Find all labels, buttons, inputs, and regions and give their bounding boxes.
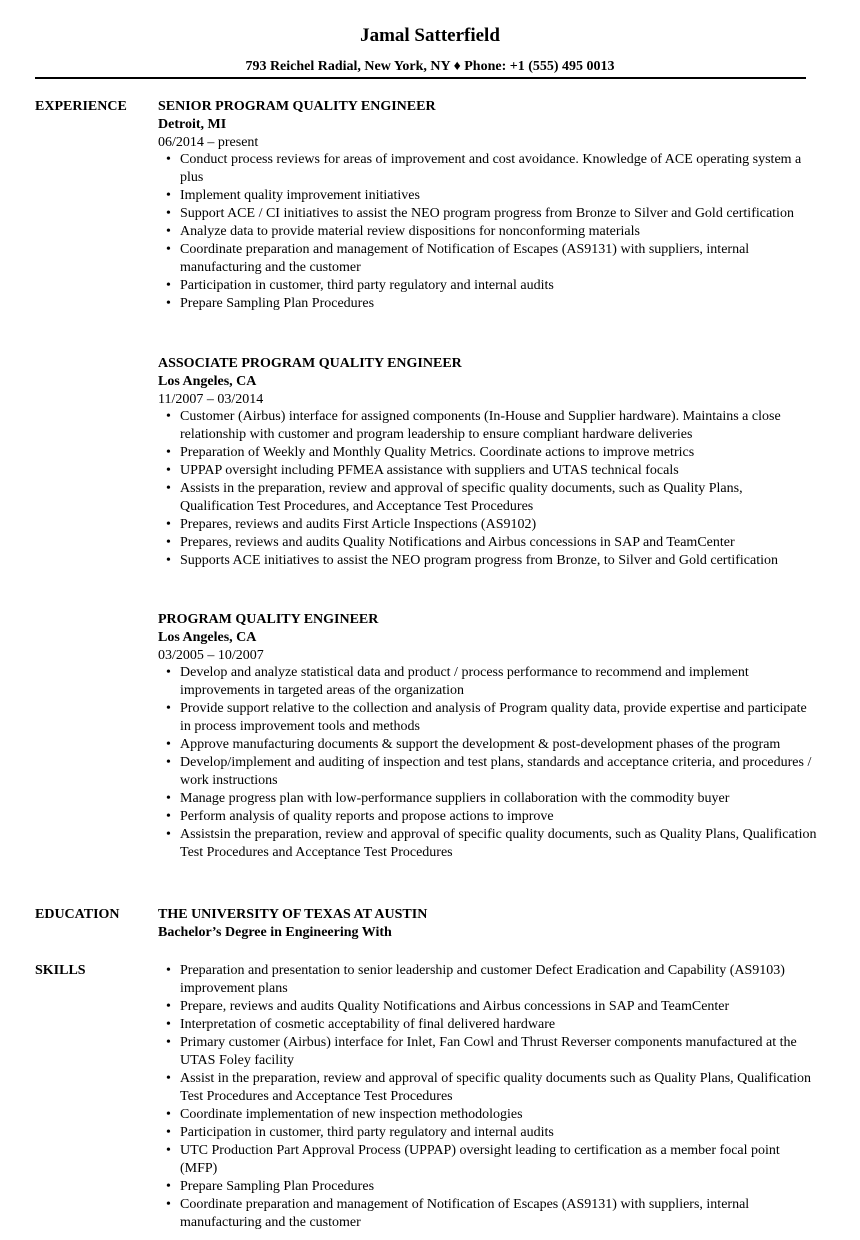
experience-heading: EXPERIENCE — [35, 99, 127, 114]
job-title: ASSOCIATE PROGRAM QUALITY ENGINEER — [158, 356, 462, 371]
list-item: • Provide support relative to the collection and analysis of Program quality data, provide expertise and participate in process improvement tools and methods — [158, 700, 818, 736]
list-item: • Coordinate preparation and management of Notification of Escapes (AS9131) with suppliers, internal manufacturing and the customer — [158, 241, 818, 277]
list-item: • Prepare Sampling Plan Procedures — [158, 295, 818, 313]
list-item: • Interpretation of cosmetic acceptability of final delivered hardware — [158, 1016, 818, 1034]
list-item: • Coordinate preparation and management of Notification of Escapes (AS9131) with suppliers, internal manufacturing and the customer — [158, 1196, 818, 1232]
list-item: • Analyze data to provide material review dispositions for nonconforming materials — [158, 223, 818, 241]
list-item: • Support ACE / CI initiatives to assist the NEO program progress from Bronze to Silver and Gold certification — [158, 205, 818, 223]
list-item: • Assist in the preparation, review and approval of specific quality documents such as Quality Plans, Qualification Test Procedures and Acceptance Test Procedures — [158, 1070, 818, 1106]
degree: Bachelor’s Degree in Engineering With — [158, 925, 392, 940]
job-bullet-list — [158, 151, 818, 313]
list-item: • Assistsin the preparation, review and approval of specific quality documents, such as Quality Plans, Qualification Test Procedures and Acceptance Test Procedures — [158, 826, 818, 862]
list-item: • Preparation and presentation to senior leadership and customer Defect Eradication and Capability (AS9103) improvement plans — [158, 962, 818, 998]
school-name: THE UNIVERSITY OF TEXAS AT AUSTIN — [158, 907, 428, 922]
job-entry — [158, 355, 818, 570]
list-item: • Prepares, reviews and audits First Article Inspections (AS9102) — [158, 516, 818, 534]
list-item: • Conduct process reviews for areas of improvement and cost avoidance. Knowledge of ACE operating system a plus — [158, 151, 818, 187]
skills-entry — [158, 962, 818, 1232]
list-item: • Manage progress plan with low-performance suppliers in collaboration with the commodity buyer — [158, 790, 818, 808]
job-title: PROGRAM QUALITY ENGINEER — [158, 612, 379, 627]
list-item: • Prepare, reviews and audits Quality Notifications and Airbus concessions in SAP and TeamCenter — [158, 998, 818, 1016]
list-item: • Supports ACE initiatives to assist the NEO program progress from Bronze, to Silver and Gold certification — [158, 552, 818, 570]
list-item: • Assists in the preparation, review and approval of specific quality documents, such as Quality Plans, Qualification Test Procedures, and Acceptance Test Procedures — [158, 480, 818, 516]
list-item: • Develop and analyze statistical data and product / process performance to recommend and implement improvements in targeted areas of the organization — [158, 664, 818, 700]
list-item: • Customer (Airbus) interface for assigned components (In-House and Supplier hardware). Maintains a close relationship with customer and program leadership to ensure compliant hardware deliveries — [158, 408, 818, 444]
candidate-name: Jamal Satterfield — [360, 25, 500, 46]
contact-line: 793 Reichel Radial, New York, NY ♦ Phone: +1 (555) 495 0013 — [245, 59, 615, 74]
job-dates: 06/2014 – present — [158, 135, 259, 150]
list-item: • Coordinate implementation of new inspection methodologies — [158, 1106, 818, 1124]
job-location: Los Angeles, CA — [158, 630, 257, 645]
job-entry — [158, 98, 818, 313]
job-title: SENIOR PROGRAM QUALITY ENGINEER — [158, 99, 436, 114]
list-item: • UPPAP oversight including PFMEA assistance with suppliers and UTAS technical focals — [158, 462, 818, 480]
header-divider — [35, 77, 806, 79]
list-item: • Perform analysis of quality reports and propose actions to improve — [158, 808, 818, 826]
list-item: • Primary customer (Airbus) interface for Inlet, Fan Cowl and Thrust Reverser components manufactured at the UTAS Foley facility — [158, 1034, 818, 1070]
job-dates: 11/2007 – 03/2014 — [158, 392, 264, 407]
job-bullet-list — [158, 408, 818, 570]
education-heading: EDUCATION — [35, 907, 120, 922]
job-entry — [158, 611, 818, 862]
job-location: Detroit, MI — [158, 117, 227, 132]
list-item: • Approve manufacturing documents & support the development & post-development phases of the program — [158, 736, 818, 754]
list-item: • Develop/implement and auditing of inspection and test plans, standards and acceptance criteria, and procedures / work instructions — [158, 754, 818, 790]
education-entry — [158, 906, 818, 942]
job-bullet-list — [158, 664, 818, 862]
list-item: • Prepare Sampling Plan Procedures — [158, 1178, 818, 1196]
skills-list — [158, 962, 818, 1232]
list-item: • Participation in customer, third party regulatory and internal audits — [158, 1124, 818, 1142]
list-item: • Participation in customer, third party regulatory and internal audits — [158, 277, 818, 295]
list-item: • Implement quality improvement initiatives — [158, 187, 818, 205]
skills-heading: SKILLS — [35, 963, 86, 978]
job-location: Los Angeles, CA — [158, 374, 257, 389]
job-dates: 03/2005 – 10/2007 — [158, 648, 264, 663]
list-item: • Preparation of Weekly and Monthly Quality Metrics. Coordinate actions to improve metrics — [158, 444, 818, 462]
list-item: • Prepares, reviews and audits Quality Notifications and Airbus concessions in SAP and TeamCenter — [158, 534, 818, 552]
list-item: • UTC Production Part Approval Process (UPPAP) oversight leading to certification as a member focal point (MFP) — [158, 1142, 818, 1178]
